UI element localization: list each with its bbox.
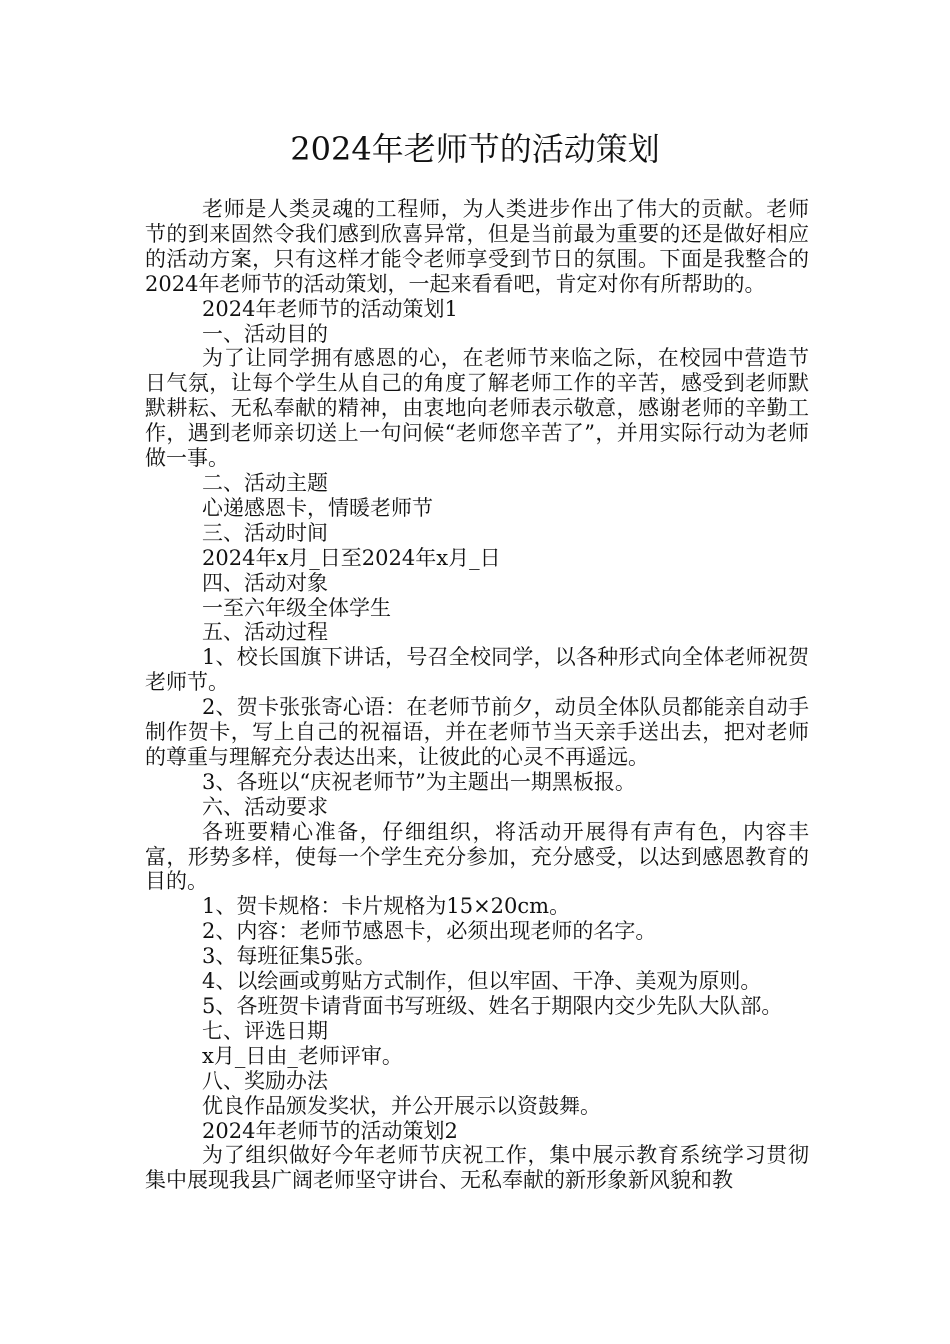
body-paragraph: 1、校长国旗下讲话，号召全校同学，以各种形式向全体老师祝贺老师节。 bbox=[145, 645, 809, 695]
body-line: 2、内容：老师节感恩卡，必须出现老师的名字。 bbox=[202, 919, 657, 944]
body-line: 七、评选日期 bbox=[202, 1018, 328, 1043]
body-line: 三、活动时间 bbox=[202, 520, 328, 545]
body-line: 二、活动主题 bbox=[202, 470, 328, 495]
body-line: 八、奖励办法 bbox=[202, 1068, 328, 1093]
document-title: 2024年老师节的活动策划 bbox=[290, 130, 660, 168]
body-line: 2024年老师节的活动策划1 bbox=[202, 296, 458, 321]
body-paragraph: 各班要精心准备，仔细组织，将活动开展得有声有色，内容丰富，形势多样，使每一个学生充分参加，充分感受，以达到感恩教育的目的。 bbox=[145, 819, 809, 894]
body-line: 一、活动目的 bbox=[202, 321, 328, 346]
body-line: 1、贺卡规格：卡片规格为15×20cm。 bbox=[202, 894, 571, 919]
body-paragraph: 老师是人类灵魂的工程师，为人类进步作出了伟大的贡献。老师节的到来固然令我们感到欣喜异常，但是当前最为重要的还是做好相应的活动方案，只有这样才能令老师享受到节日的氛围。下面是我整合的2024年老师节的活动策划，一起来看看吧，肯定对你有所帮助的。 bbox=[145, 197, 809, 296]
body-line: 六、活动要求 bbox=[202, 794, 328, 819]
body-line: 五、活动过程 bbox=[202, 620, 328, 645]
body-line: 3、各班以“庆祝老师节”为主题出一期黑板报。 bbox=[202, 769, 636, 794]
body-line: 一至六年级全体学生 bbox=[202, 595, 391, 620]
body-paragraph: 2、贺卡张张寄心语：在老师节前夕，动员全体队员都能亲自动手制作贺卡，写上自己的祝福语，并在老师节当天亲手送出去，把对老师的尊重与理解充分表达出来，让彼此的心灵不再遥远。 bbox=[145, 695, 809, 769]
body-line: 3、每班征集5张。 bbox=[202, 944, 376, 969]
body-paragraph: 为了组织做好今年老师节庆祝工作，集中展示教育系统学习贯彻集中展现我县广阔老师坚守讲台、无私奉献的新形象新风貌和教 bbox=[145, 1143, 809, 1193]
body-line: 4、以绘画或剪贴方式制作，但以牢固、干净、美观为原则。 bbox=[202, 969, 762, 994]
body-line: 2024年x月_日至2024年x月_日 bbox=[202, 545, 501, 570]
body-line: 四、活动对象 bbox=[202, 570, 328, 595]
body-line: 2024年老师节的活动策划2 bbox=[202, 1118, 458, 1143]
body-line: 优良作品颁发奖状，并公开展示以资鼓舞。 bbox=[202, 1093, 601, 1118]
body-line: x月_日由_老师评审。 bbox=[202, 1043, 403, 1068]
body-line: 5、各班贺卡请背面书写班级、姓名于期限内交少先队大队部。 bbox=[202, 994, 783, 1018]
document-body bbox=[145, 197, 809, 1193]
body-paragraph: 为了让同学拥有感恩的心，在老师节来临之际，在校园中营造节日气氛，让每个学生从自己的角度了解老师工作的辛苦，感受到老师默默耕耘、无私奉献的精神，由衷地向老师表示敬意，感谢老师的辛勤工作，遇到老师亲切送上一句问候“老师您辛苦了”，并用实际行动为老师做一事。 bbox=[145, 346, 809, 471]
body-line: 心递感恩卡，情暖老师节 bbox=[202, 495, 433, 520]
